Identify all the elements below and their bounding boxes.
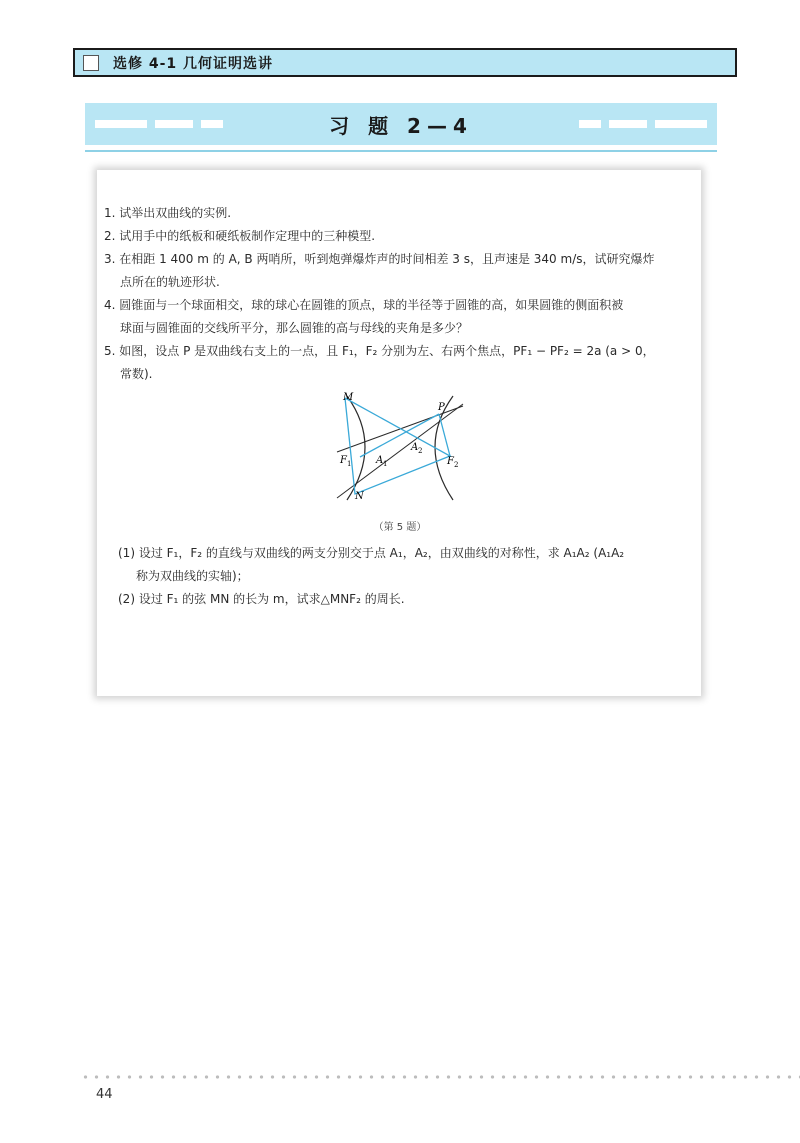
problem-5-line-1: 5. 如图，设点 P 是双曲线右支上的一点，且 F₁，F₂ 分别为左、右两个焦点，PF₁ − PF₂ = 2a (a > 0， [104, 344, 655, 358]
title-decoration-right-3 [579, 120, 601, 128]
label-f1: F [340, 455, 347, 466]
figure-caption: （第 5 题） [373, 522, 427, 533]
label-f2-sub: 2 [454, 461, 459, 469]
section-title: 习 题 2—4 [329, 113, 473, 138]
problem-1: 1. 试举出双曲线的实例. [104, 206, 232, 220]
label-p: P [438, 402, 445, 413]
title-decoration-left-1 [95, 120, 147, 128]
subproblem-1-line-2: 称为双曲线的实轴)； [136, 569, 249, 583]
problem-3-line-1: 3. 在相距 1 400 m 的 A, B 两哨所，听到炮弹爆炸声的时间相差 3 s，且声速是 340 m/s，试研究爆炸 [104, 252, 655, 266]
label-f2: F [447, 456, 454, 467]
title-decoration-left-3 [201, 120, 223, 128]
segment-pf2 [439, 414, 450, 456]
label-a2: A [411, 442, 419, 453]
segment-pf1 [360, 414, 439, 457]
problem-3-line-2: 点所在的轨迹形状. [120, 275, 220, 289]
subproblem-2: (2) 设过 F₁ 的弦 MN 的长为 m，试求△MNF₂ 的周长. [118, 592, 405, 606]
label-f1-sub: 1 [347, 460, 352, 468]
problem-5-line-2: 常数). [120, 367, 153, 381]
header-square-icon [83, 55, 99, 71]
label-m: M [343, 392, 354, 403]
section-title-band [85, 103, 717, 145]
chapter-header [73, 48, 737, 77]
subproblem-1-line-1: (1) 设过 F₁，F₂ 的直线与双曲线的两支分别交于点 A₁，A₂，由双曲线的对称性，求 A₁A₂ (A₁A₂ [118, 546, 625, 560]
label-n: N [355, 491, 364, 502]
problem-2: 2. 试用手中的纸板和硬纸板制作定理中的三种模型. [104, 229, 376, 243]
title-decoration-left-2 [155, 120, 193, 128]
chapter-header-text: 选修 4-1 几何证明选讲 [113, 55, 274, 72]
title-decoration-right-1 [655, 120, 707, 128]
footer-dotted-rule [80, 1075, 800, 1079]
title-decoration-right-2 [609, 120, 647, 128]
page-number: 44 [96, 1087, 113, 1102]
hyperbola-figure [325, 388, 475, 508]
subproblem-list [118, 542, 698, 611]
problem-4-line-1: 4. 圆锥面与一个球面相交，球的球心在圆锥的顶点，球的半径等于圆锥的高，如果圆锥的侧面积被 [104, 298, 624, 312]
problem-list [104, 202, 694, 386]
label-a1-sub: 1 [383, 460, 388, 468]
problem-4-line-2: 球面与圆锥面的交线所平分，那么圆锥的高与母线的夹角是多少？ [120, 321, 469, 335]
hyperbola-diagram [325, 388, 475, 508]
triangle-mnf2 [345, 398, 450, 494]
label-a2-sub: 2 [418, 447, 423, 455]
title-underline [85, 150, 717, 152]
label-a1: A [376, 455, 384, 466]
